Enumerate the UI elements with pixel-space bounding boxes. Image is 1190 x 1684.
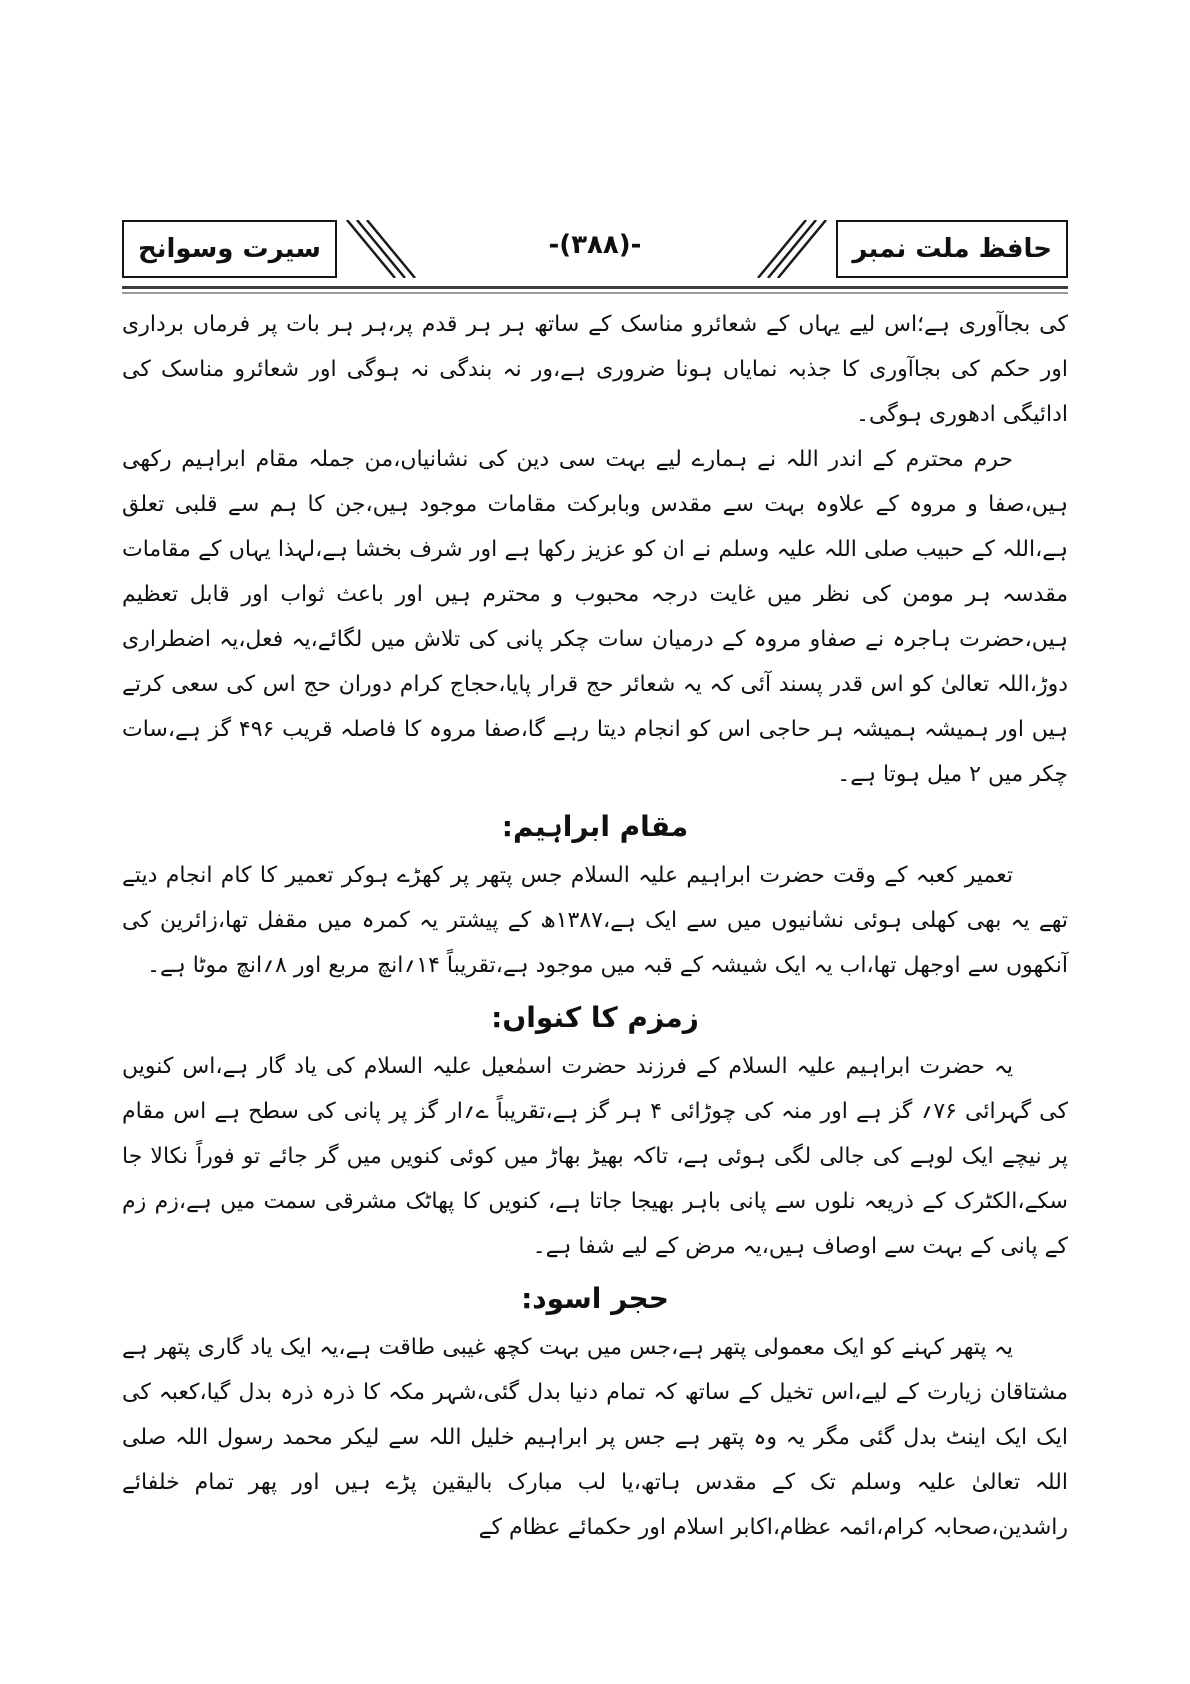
header-right-group [752, 220, 1068, 278]
diagonal-lines-ornament [337, 220, 421, 278]
paragraph: حرم محترم کے اندر اللہ نے ہمارے لیے بہت سی دین کی نشانیاں،من جملہ مقام ابراہیم رکھی ہیں،صفا و مروہ کے علاوہ بہت سے مقدس وبابرکت مقامات موجود ہیں،جن کا ہم سے قلبی تعلق ہے،اللہ کے حبیب صلی اللہ علیہ وسلم نے ان کو عزیز رکھا ہے اور شرف بخشا ہے،لہذا یہاں کے مقامات مقدسہ ہر مومن کی نظر میں غایت درجہ محبوب و محترم ہیں اور باعث ثواب اور قابل تعظیم ہیں،حضرت ہاجرہ نے صفاو مروہ کے درمیان سات چکر پانی کی تلاش میں لگائے،یہ فعل،یہ اضطراری دوڑ،اللہ تعالیٰ کو اس قدر پسند آئی کہ یہ شعائر حج قرار پایا،حجاج کرام دوران حج اس کی سعی کرتے ہیں اور ہمیشہ ہمیشہ ہر حاجی اس کو انجام دیتا رہے گا،صفا مروہ کا فاصلہ قریب ۴۹۶ گز ہے،سات چکر میں ۲ میل ہوتا ہے۔ [122, 447, 1069, 787]
page-number: -(۳۸۸)- [548, 230, 642, 260]
header-divider-rule [122, 286, 1068, 294]
header-left-title: سیرت وسوانح [122, 220, 337, 278]
section-paragraph: یہ پتھر کہنے کو ایک معمولی پتھر ہے،جس میں بہت کچھ غیبی طاقت ہے،یہ ایک یاد گاری پتھر ہے مشتاقان زیارت کے لیے،اس تخیل کے ساتھ کہ تمام دنیا بدل گئی،شہر مکہ کا ذرہ ذرہ بدل گیا،کعبہ کی ایک ایک اینٹ بدل گئی مگر یہ وہ پتھر ہے جس پر ابراہیم خلیل اللہ سے لیکر محمد رسول اللہ صلی اللہ تعالیٰ علیہ وسلم تک کے مقدس ہاتھ،یا لب مبارک بالیقین پڑے ہیں اور پھر تمام خلفائے راشدین،صحابہ کرام،ائمہ عظام،اکابر اسلام اور حکمائے عظام کے [122, 1335, 1068, 1540]
section-heading-maqam-ibrahim: مقام ابراہیم: [501, 810, 689, 843]
section-paragraph: یہ حضرت ابراہیم علیہ السلام کے فرزند حضرت اسمٰعیل علیہ السلام کی یاد گار ہے،اس کنویں کی گہرائی ۷۶؍ گز ہے اور منہ کی چوڑائی ۴ ہر گز ہے،تقریباً ے؍ار گز پر پانی کی سطح ہے اس مقام پر نیچے ایک لوہے کی جالی لگی ہوئی ہے، تاکہ بھیڑ بھاڑ میں کوئی کنویں میں گر جائے تو فوراً نکالا جا سکے،الکٹرک کے ذریعہ نلوں سے پانی باہر بھیجا جاتا ہے، کنویں کا پھاٹک مشرقی سمت میں ہے،زم زم کے پانی کے بہت سے اوصاف ہیں،یہ مرض کے لیے شفا ہے۔ [122, 1054, 1068, 1259]
paragraph: کی بجاآوری ہے؛اس لیے یہاں کے شعائرو مناسک کے ساتھ ہر ہر قدم پر،ہر ہر بات پر فرماں برداری اور حکم کی بجاآوری کا جذبہ نمایاں ہونا ضروری ہے،ور نہ بندگی نہ ہوگی اور شعائرو مناسک کی ادائیگی ادھوری ہوگی۔ [122, 312, 1068, 427]
section-paragraph: تعمیر کعبہ کے وقت حضرت ابراہیم علیہ السلام جس پتھر پر کھڑے ہوکر تعمیر کا کام انجام دیتے تھے یہ بھی کھلی ہوئی نشانیوں میں سے ایک ہے،۱۳۸۷ھ کے پیشتر یہ کمرہ میں مقفل تھا،زائرین کی آنکھوں سے اوجھل تھا،اب یہ ایک شیشہ کے قبہ میں موجود ہے،تقریباً ۱۴؍انچ مربع اور ۸؍انچ موٹا ہے۔ [122, 863, 1068, 978]
diagonal-lines-ornament [752, 220, 836, 278]
header-left-group [122, 220, 421, 278]
page-body [122, 302, 1068, 1550]
page-header [122, 220, 1068, 282]
header-right-title: حافظ ملت نمبر [836, 220, 1068, 278]
section-heading-zamzam-well: زمزم کا کنواں: [491, 1001, 699, 1034]
section-heading-hajar-aswad: حجر اسود: [521, 1282, 669, 1315]
